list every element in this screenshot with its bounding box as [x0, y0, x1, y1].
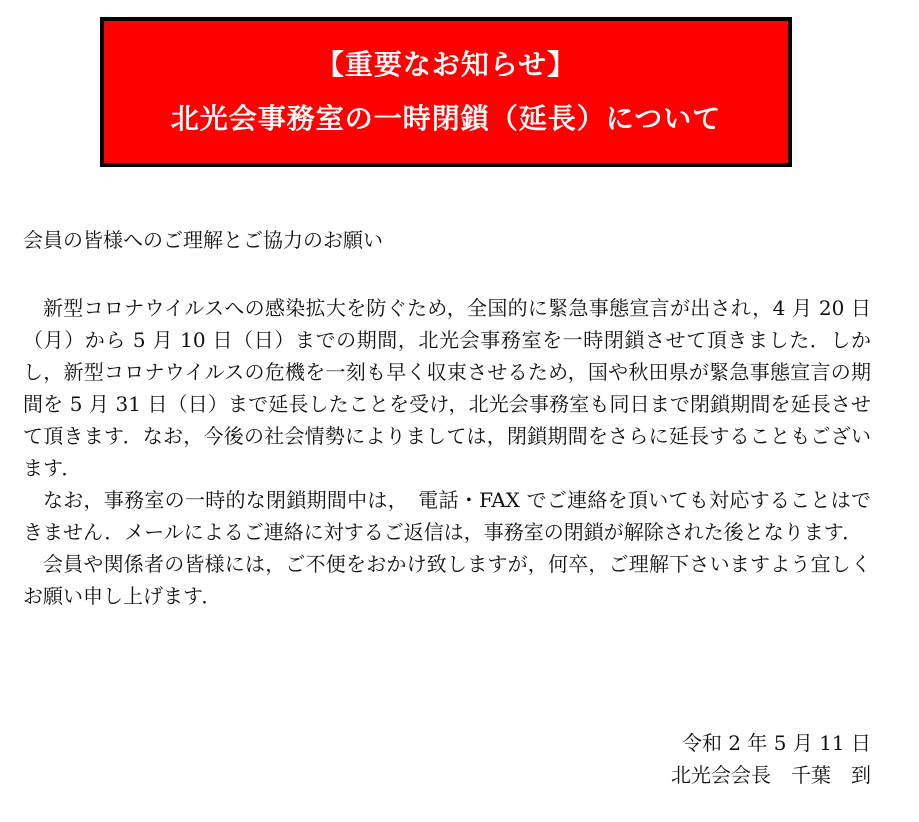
banner-title: 北光会事務室の一時閉鎖（延長）について	[170, 102, 722, 135]
paragraph-closure-extension: 新型コロナウイルスへの感染拡大を防ぐため，全国的に緊急事態宣言が出され，4 月 20 日（月）から 5 月 10 日（日）までの期間，北光会事務室を一時閉鎖させて頂きました．しかし，新型コロナウイルスの危機を一刻も早く収束させるため，国や秋田県が緊急事態宣言の期間を 5 月 31 日（日）まで延長したことを受け，北光会事務室も同日まで閉鎖期間を延長させて頂きます．なお，今後の社会情勢によりましては，閉鎖期間をさらに延長することもございます．	[23, 296, 871, 480]
notice-body	[23, 292, 871, 612]
signature-block	[671, 727, 871, 791]
notice-banner	[100, 17, 792, 167]
paragraph-contact-notice: なお，事務室の一時的な閉鎖期間中は， 電話・FAX でご連絡を頂いても対応することはできません．メールによるご連絡に対するご返信は，事務室の閉鎖が解除された後となります．	[23, 488, 871, 544]
banner-heading: 【重要なお知らせ】	[315, 48, 577, 81]
greeting-line: 会員の皆様へのご理解とご協力のお願い	[23, 228, 383, 252]
signature-author: 北光会会長 千葉 到	[671, 763, 871, 787]
paragraph-request: 会員や関係者の皆様には，ご不便をおかけ致しますが，何卒，ご理解下さいますよう宜しくお願い申し上げます．	[23, 552, 871, 608]
signature-date: 令和 2 年 5 月 11 日	[681, 731, 871, 755]
